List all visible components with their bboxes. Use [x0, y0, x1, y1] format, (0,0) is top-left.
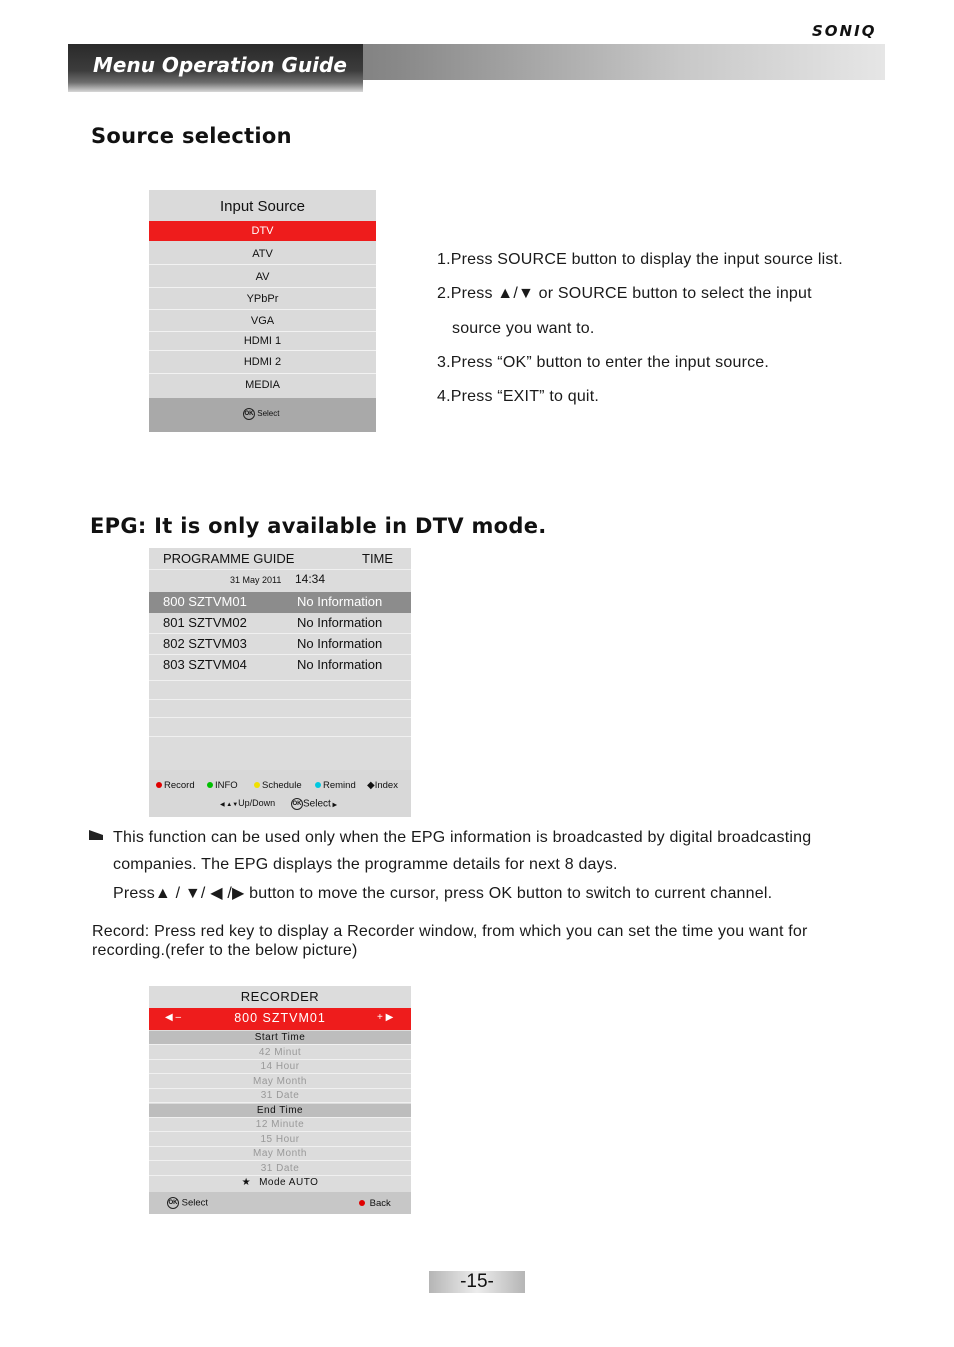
guide-title: PROGRAMME GUIDE	[163, 551, 295, 566]
guide-empty-row	[149, 718, 411, 737]
source-item-ypbpr[interactable]: YPbPr	[149, 288, 376, 310]
star-icon: ★	[241, 1177, 252, 1188]
ok-icon: OK	[167, 1197, 179, 1209]
source-item-vga[interactable]: VGA	[149, 310, 376, 332]
recorder-channel-selector[interactable]	[149, 1008, 411, 1030]
right-arrow-icon: ▶	[330, 802, 338, 809]
guide-row[interactable]: 803 SZTVM04 No Information	[149, 655, 411, 681]
end-time-header: End Time	[149, 1104, 411, 1118]
red-dot-icon	[359, 1200, 365, 1206]
source-section-title: Source selection	[91, 124, 292, 148]
left-arrow-icon[interactable]: ◀ –	[165, 1012, 182, 1023]
recorder-mode[interactable]: ★ Mode AUTO	[241, 1177, 319, 1188]
source-item-hdmi1[interactable]: HDMI 1	[149, 332, 376, 351]
legend-remind: Remind	[315, 780, 356, 791]
end-month[interactable]: May Month	[149, 1147, 411, 1161]
cyan-dot-icon	[315, 782, 321, 788]
legend-updown: ◀ ▲▼Up/Down	[220, 798, 276, 808]
start-minute[interactable]: 42 Minut	[149, 1046, 411, 1060]
guide-empty-row	[149, 681, 411, 700]
green-dot-icon	[207, 782, 213, 788]
source-item-media[interactable]: MEDIA	[245, 379, 280, 391]
source-item-av[interactable]: AV	[149, 266, 376, 288]
legend-info: INFO	[207, 780, 238, 791]
ok-icon: OK	[243, 408, 255, 420]
start-time-header: Start Time	[149, 1031, 411, 1045]
end-hour[interactable]: 15 Hour	[149, 1133, 411, 1147]
input-source-footer	[149, 398, 376, 432]
epg-desc-line-2: companies. The EPG displays the programme details for next 8 days.	[113, 856, 618, 873]
source-item-atv[interactable]: ATV	[149, 244, 376, 265]
recorder-footer	[149, 1192, 411, 1214]
step-3: 3.Press “OK” button to enter the input source.	[437, 354, 770, 371]
guide-empty-row	[149, 700, 411, 718]
source-item-dtv[interactable]: DTV	[149, 221, 376, 241]
programme-guide	[149, 548, 411, 817]
start-hour[interactable]: 14 Hour	[149, 1060, 411, 1074]
recorder-select-hint: OK Select	[168, 1197, 209, 1209]
brand-logo: SONIQ	[812, 22, 877, 40]
epg-desc-line-1: This function can be used only when the EPG information is broadcasted by digital broadcasting	[113, 829, 812, 846]
ok-icon: OK	[291, 798, 303, 810]
select-hint: OK Select	[244, 409, 280, 419]
guide-row[interactable]: 800 SZTVM01 No Information	[149, 592, 411, 613]
guide-time-label: TIME	[362, 551, 394, 566]
recorder-channel: 800 SZTVM01	[234, 1011, 326, 1025]
record-note-line-2: recording.(refer to the below picture)	[92, 942, 358, 959]
page-number: -15-	[429, 1271, 525, 1293]
recorder-back-hint: Back	[359, 1198, 391, 1209]
record-note-line-1: Record: Press red key to display a Recorder window, from which you can set the time you want for	[92, 923, 808, 940]
start-month[interactable]: May Month	[149, 1075, 411, 1089]
start-date[interactable]: 31 Date	[149, 1089, 411, 1103]
guide-empty-row	[149, 737, 411, 765]
step-4: 4.Press “EXIT” to quit.	[437, 388, 599, 405]
page-title: Menu Operation Guide	[93, 53, 347, 77]
diamond-icon: ◆	[367, 780, 375, 791]
right-arrow-icon[interactable]: + ▶	[377, 1012, 394, 1023]
guide-row[interactable]: 801 SZTVM02 No Information	[149, 613, 411, 634]
step-1: 1.Press SOURCE button to display the input source list.	[437, 251, 843, 268]
arrows-icon: ◀ ▲▼	[220, 802, 239, 808]
guide-row[interactable]: 802 SZTVM03 No Information	[149, 634, 411, 655]
guide-datetime	[149, 570, 411, 591]
recorder-window	[149, 986, 411, 1214]
legend-select: OK Select ▶	[292, 798, 338, 810]
legend-record: Record	[156, 780, 195, 791]
legend-schedule: Schedule	[254, 780, 302, 791]
input-source-title: Input Source	[219, 198, 306, 215]
guide-header	[149, 548, 411, 570]
end-date[interactable]: 31 Date	[149, 1162, 411, 1176]
red-dot-icon	[156, 782, 162, 788]
end-minute[interactable]: 12 Minute	[149, 1118, 411, 1132]
guide-date: 31 May 2011	[230, 575, 282, 585]
step-2: 2.Press ▲/▼ or SOURCE button to select the input	[437, 285, 812, 302]
bullet-arrow-icon	[89, 830, 103, 840]
step-2-cont: source you want to.	[452, 320, 595, 337]
epg-section-title: EPG: It is only available in DTV mode.	[90, 514, 547, 538]
source-item-hdmi2[interactable]: HDMI 2	[149, 351, 376, 374]
guide-footer	[149, 770, 411, 817]
input-source-menu	[149, 190, 376, 432]
epg-desc-line-3: Press▲ / ▼/ ◀ /▶ button to move the cursor, press OK button to switch to current channel.	[113, 885, 773, 902]
recorder-title: RECORDER	[240, 989, 320, 1004]
guide-clock: 14:34	[295, 572, 326, 586]
legend-index: ◆Index	[367, 780, 398, 791]
yellow-dot-icon	[254, 782, 260, 788]
